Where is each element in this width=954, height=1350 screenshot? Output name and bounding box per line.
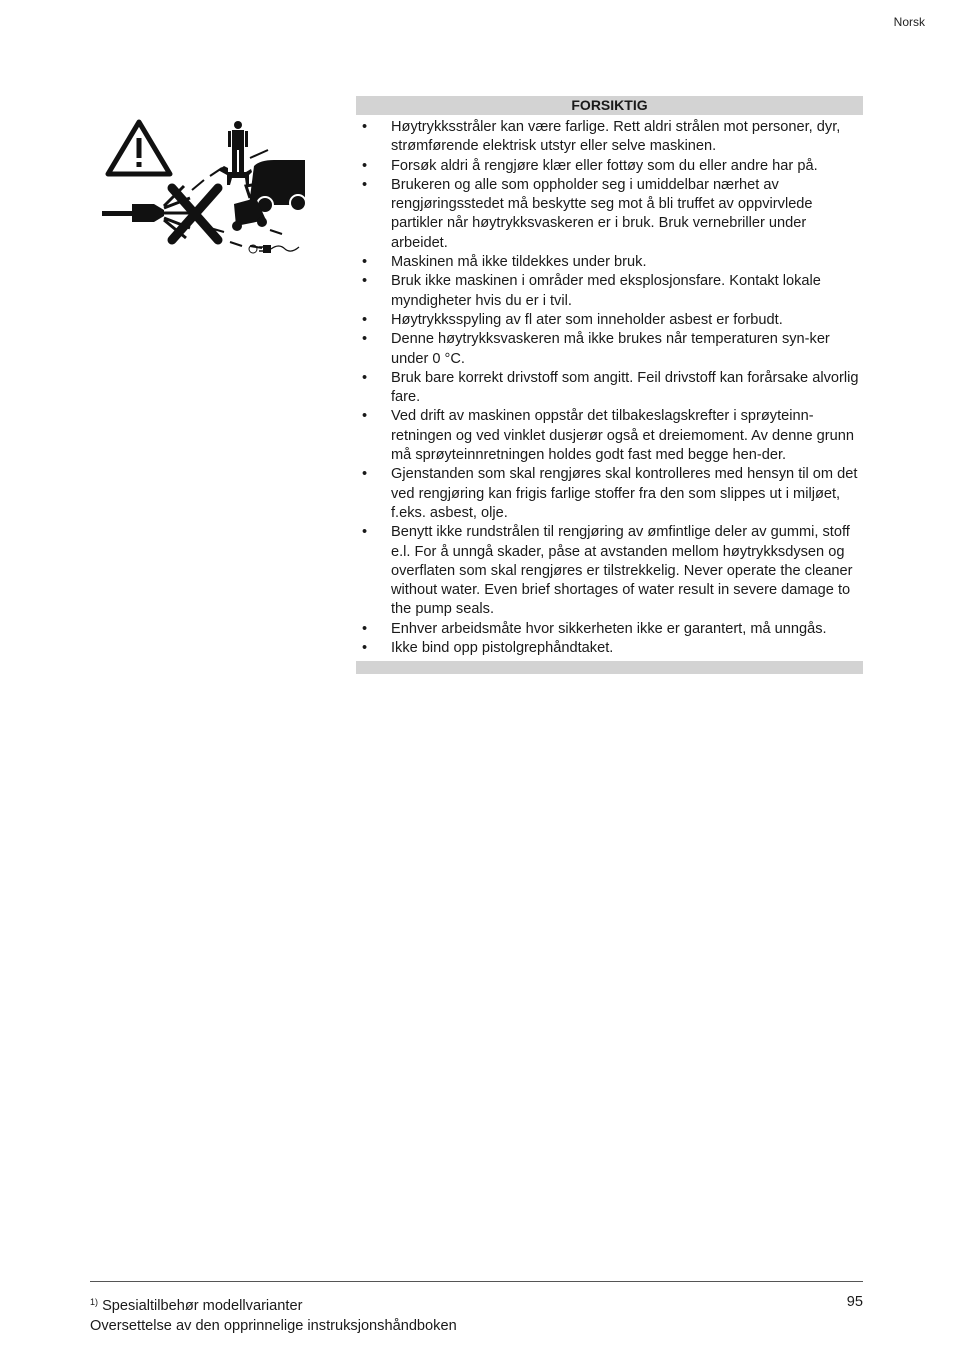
list-item-text: Ikke bind opp pistolgrephåndtaket.: [391, 640, 614, 657]
bullet: •: [362, 119, 368, 135]
list-item-text: Brukeren og alle som oppholder seg i umiddelbar nærhet av rengjøringsstedet må beskytte seg mot å bli truffet av oppvirvlede partikler når høytrykksvaskeren er i bruk. Bruk vernebriller under arbeidet.: [391, 176, 813, 251]
list-item: [356, 369, 863, 408]
electrical-plug-icon: [249, 245, 299, 253]
list-item: [356, 523, 863, 619]
bullet: •: [362, 408, 368, 425]
bullet: •: [362, 620, 368, 637]
page-number: 95: [846, 1294, 863, 1310]
bullet: •: [362, 254, 368, 271]
list-item: [356, 465, 863, 523]
bullet: •: [362, 466, 368, 483]
list-item: [356, 330, 863, 369]
caution-list: [356, 115, 863, 658]
warning-triangle-icon: [108, 122, 170, 174]
bullet: •: [362, 640, 368, 657]
bullet: •: [362, 369, 368, 386]
bullet: •: [362, 524, 368, 541]
list-item-text: Ved drift av maskinen oppstår det tilbakeslagskrefter i sprøyteinn-retningen og ved vinklet dusjerør også et dreiemoment. Av denne grunn må sprøyteinnretningen holdes godt fast med begge hen-der.: [391, 408, 854, 464]
document-subtitle: Oversettelse av den opprinnelige instruksjonshåndboken: [90, 1318, 457, 1334]
list-item-text: Bruk ikke maskinen i områder med eksplosjonsfare. Kontakt lokale myndigheter hvis du er i tvil.: [391, 273, 821, 309]
list-item-text: Forsøk aldri å rengjøre klær eller fottøy som du eller andre har på.: [391, 157, 818, 174]
bullet: •: [362, 157, 368, 174]
list-item: [356, 272, 863, 311]
list-item-text: Høytrykksstråler kan være farlige. Rett aldri strålen mot personer, dyr, strømførende elektrisk utstyr eller selve maskinen.: [391, 119, 841, 155]
list-item: [356, 253, 863, 272]
list-item: [356, 157, 863, 176]
list-item: [356, 118, 863, 157]
footnote-marker: 1): [90, 1297, 99, 1307]
list-item-text: Benytt ikke rundstrålen til rengjøring av ømfintlige deler av gummi, stoff e.l. For å unngå skader, påse at avstanden mellom høytrykksdysen og overflaten som skal rengjøres er tilstrekkelig. Never operate the cleaner without water. Even brief shortages of water result in severe damage to the pump seals.: [391, 524, 853, 618]
list-item: [356, 639, 863, 658]
safety-illustration: [100, 118, 305, 263]
list-item-text: Bruk bare korrekt drivstoff som angitt. Feil drivstoff kan forårsake alvorlig fare.: [391, 369, 859, 406]
caution-box: [356, 96, 863, 674]
list-item: [356, 407, 863, 465]
bullet: •: [362, 311, 368, 328]
language-label: Norsk: [893, 15, 925, 29]
list-item-text: Gjenstanden som skal rengjøres skal kontrolleres med hensyn til om det ved rengjøring kan frigis farlige stoffer fra den som slippes ut i miljøet, f.eks. asbest, olje.: [391, 466, 858, 521]
caution-heading: FORSIKTIG: [356, 96, 863, 115]
list-item: [356, 176, 863, 253]
list-item: [356, 620, 863, 639]
list-item-text: Denne høytrykksvaskeren må ikke brukes når temperaturen syn-ker under 0 °C.: [391, 331, 830, 367]
footnote: [90, 1292, 863, 1316]
caution-box-footer-bar: [356, 661, 863, 674]
bullet: •: [362, 273, 368, 290]
bullet: •: [362, 176, 368, 193]
list-item-text: Høytrykksspyling av fl ater som inneholder asbest er forbudt.: [391, 311, 783, 328]
footnote-text: Spesialtilbehør modellvarianter: [102, 1298, 303, 1314]
page-footer: [90, 1281, 863, 1336]
list-item: [356, 311, 863, 330]
person-icon: [228, 121, 248, 173]
list-item-text: Enhver arbeidsmåte hvor sikkerheten ikke er garantert, må unngås.: [391, 620, 827, 637]
list-item-text: Maskinen må ikke tildekkes under bruk.: [391, 254, 647, 271]
bullet: •: [362, 331, 368, 348]
